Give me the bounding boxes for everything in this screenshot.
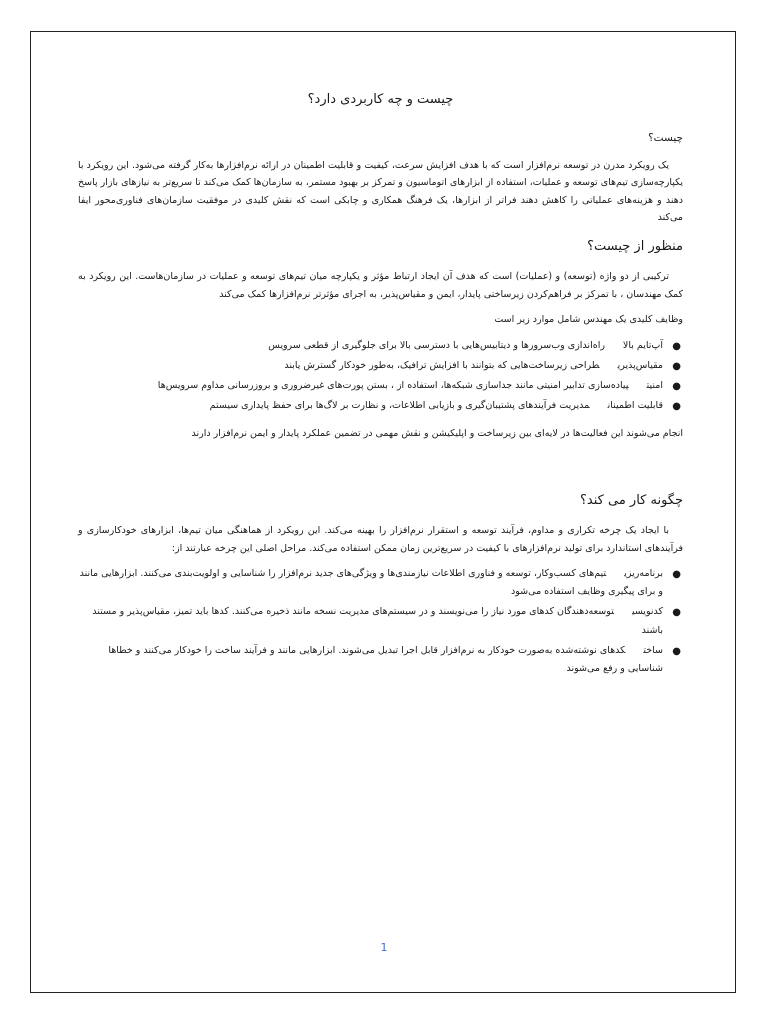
item-term: ساخت [643, 644, 663, 656]
bullet-icon: ● [672, 340, 681, 352]
item-text: پیاده‌سازی تدابیر امنیتی مانند جداسازی شبکه‌ها، استفاده از ، بستن پورت‌های غیرضروری و بروزرسانی مداوم سرویس‌ها [157, 380, 629, 392]
list-item [78, 642, 681, 678]
item-term: قابلیت اطمینان [607, 400, 663, 412]
duties-outro: انجام می‌شوند این فعالیت‌ها در لایه‌ای بین زیرساخت و اپلیکیشن و نقش مهمی در تضمین عملکرد پایدار و ایمن نرم‌افزار دارند [191, 428, 683, 440]
item-text: توسعه‌دهندگان کدهای مورد نیاز را می‌نویسند و در سیستم‌های مدیریت نسخه مانند ذخیره می‌کنند. کدها باید تمیز، مقیاس‌پذیر و مستند باشند [92, 606, 663, 636]
item-term: مقیاس‌پذیری [617, 360, 663, 372]
document-body [78, 90, 683, 688]
item-term: کدنویسی [631, 606, 663, 618]
bullet-icon: ● [672, 645, 681, 657]
bullet-icon: ● [672, 401, 681, 413]
section-heading-how: چگونه کار می کند؟ [580, 492, 683, 508]
item-text: راه‌اندازی وب‌سرورها و دیتابیس‌هایی با دسترسی بالا برای جلوگیری از قطعی سرویس [268, 339, 605, 351]
list-item [78, 603, 681, 639]
bullet-icon: ● [672, 361, 681, 373]
section-spacer [78, 451, 683, 481]
item-text: مدیریت فرآیندهای پشتیبان‌گیری و بازیابی اطلاعات، و نظارت بر لاگ‌ها برای حفظ پایداری سیستم [209, 400, 590, 412]
page-number: 1 [380, 941, 388, 954]
item-text: تیم‌های کسب‌وکار، توسعه و فناوری اطلاعات نیازمندی‌ها و ویژگی‌های جدید نرم‌افزار را شناسایی و اولویت‌بندی می‌کنند. ابزارهایی مانند و برای پیگیری وظایف استفاده می‌شود [79, 568, 663, 598]
section-heading-what: چیست؟ [648, 131, 683, 144]
list-item [78, 397, 681, 415]
duties-intro: وظایف کلیدی یک مهندس شامل موارد زیر است [494, 314, 683, 326]
item-text: طراحی زیرساخت‌هایی که بتوانند با افزایش ترافیک، به‌طور خودکار گسترش یابند [284, 360, 600, 372]
item-term: امنیت [646, 380, 663, 392]
list-item [78, 377, 681, 395]
item-text: کدهای نوشته‌شده به‌صورت خودکار به نرم‌افزار قابل اجرا تبدیل می‌شوند. ابزارهایی مانند و فرآیند ساخت را خودکار می‌کنند و خطاها شناسایی و رفع می‌شوند [108, 644, 663, 674]
meaning-paragraph: ترکیبی از دو واژه (توسعه) و (عملیات) است که هدف آن ایجاد ارتباط مؤثر و یکپارچه میان تیم‌های توسعه و عملیات در سازمان‌هاست. این رویکرد به کمک مهندسان ، با تمرکز بر فراهم‌کردن زیرساختی پایدار، ایمن و مقیاس‌پذیر، به اجرای مؤثرتر نرم‌افزارها کمک می‌کند [78, 271, 683, 300]
cycle-list [78, 565, 683, 677]
bullet-icon: ● [672, 607, 681, 619]
item-term: برنامه‌ریزی [624, 568, 663, 580]
bullet-icon: ● [672, 569, 681, 581]
list-item [78, 357, 681, 375]
list-item [78, 565, 681, 601]
how-paragraph: با ایجاد یک چرخه تکراری و مداوم، فرآیند توسعه و استقرار نرم‌افزار را بهینه می‌کند. این رویکرد از هماهنگی میان تیم‌ها، ابزارهای خودکارسازی و فرآیندهای استاندارد برای تولید نرم‌افزارهای با کیفیت در سریع‌ترین زمان ممکن استفاده می‌کند. مراحل اصلی این چرخه عبارتند از: [78, 525, 683, 554]
bullet-icon: ● [672, 381, 681, 393]
duties-list [78, 337, 683, 415]
section-heading-meaning: منظور از چیست؟ [587, 238, 683, 254]
intro-paragraph: یک رویکرد مدرن در توسعه نرم‌افزار است که با هدف افزایش سرعت، کیفیت و قابلیت اطمینان در ارائه نرم‌افزارها به‌کار گرفته می‌شود. این رویکرد با یکپارچه‌سازی تیم‌های توسعه و عملیات، استفاده از ابزارهای اتوماسیون و تمرکز بر بهبود مستمر، به سازمان‌ها کمک می‌کند تا سریع‌تر به نیازهای بازار پاسخ دهند و هزینه‌های عملیاتی را کاهش دهند فراتر از ابزارها، یک فرهنگ همکاری و چابکی است که نقش کلیدی در موفقیت سازمان‌های فناوری‌محور ایفا می‌کند [78, 159, 683, 224]
document-title: چیست و چه کاربردی دارد؟ [307, 92, 454, 107]
list-item [78, 337, 681, 355]
item-term: آپ‌تایم بالا [622, 339, 663, 351]
